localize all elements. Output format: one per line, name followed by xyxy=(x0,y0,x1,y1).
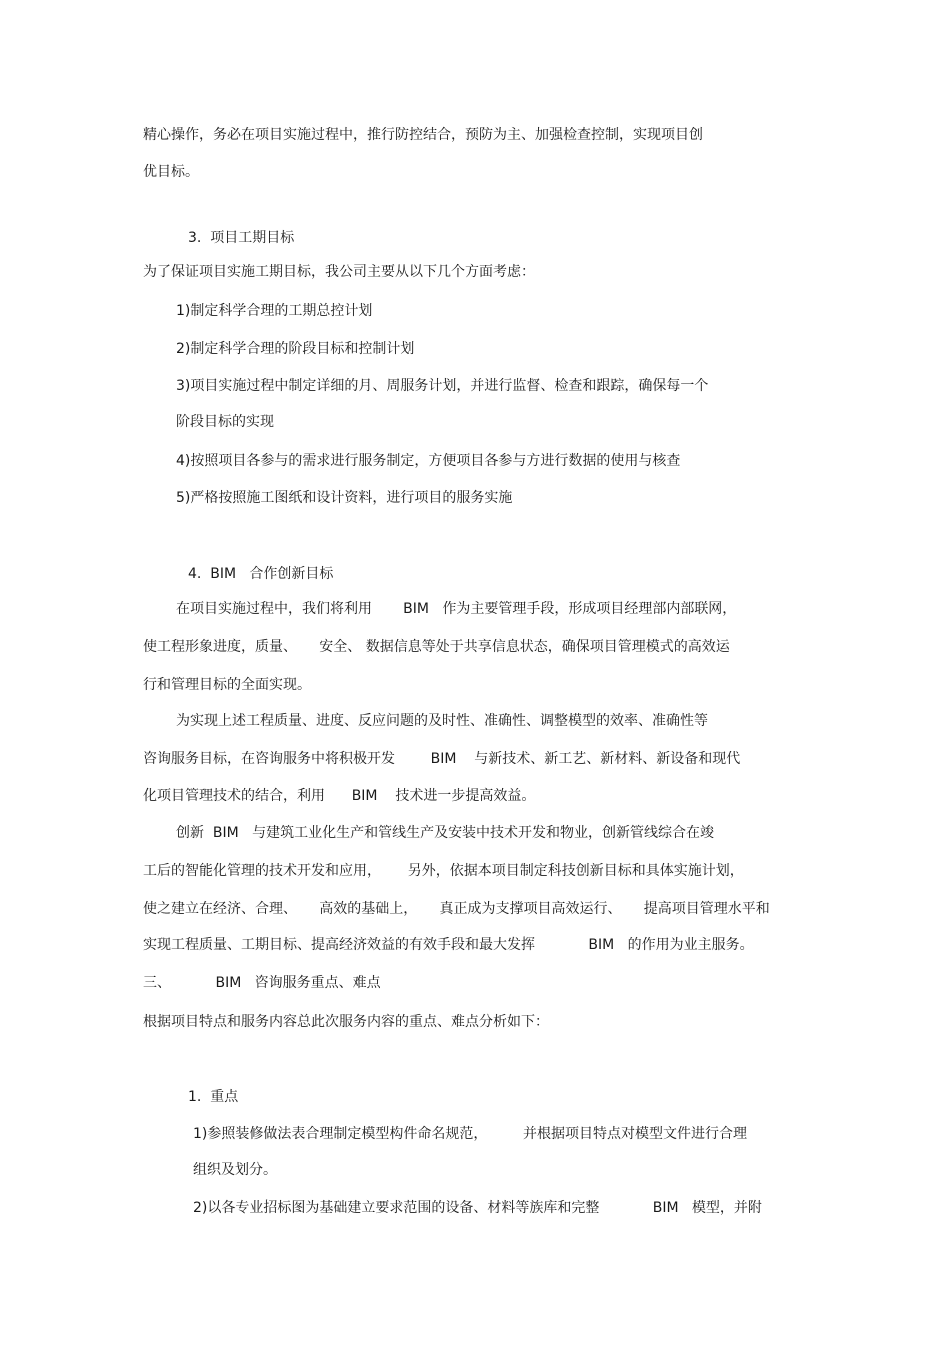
section-heading: 3. 项目工期目标 xyxy=(188,230,295,246)
text-line: 行和管理目标的全面实现。 xyxy=(143,677,311,693)
text-line: 使工程形象进度，质量、 安全、 数据信息等处于共享信息状态，确保项目管理模式的高效运 xyxy=(143,639,730,655)
list-item: 2)以各专业招标图为基础建立要求范围的设备、材料等族库和完整 BIM 模型，并附 xyxy=(193,1200,762,1216)
chapter-heading: 三、 BIM 咨询服务重点、难点 xyxy=(143,975,381,991)
text-line: 精心操作，务必在项目实施过程中，推行防控结合，预防为主、加强检查控制，实现项目创 xyxy=(143,127,703,143)
text-line: 咨询服务目标，在咨询服务中将积极开发 BIM 与新技术、新工艺、新材料、新设备和现代 xyxy=(143,751,741,767)
text-line: 为了保证项目实施工期目标，我公司主要从以下几个方面考虑： xyxy=(143,264,535,280)
list-item-continuation: 阶段目标的实现 xyxy=(176,414,274,430)
text-line: 化项目管理技术的结合，利用 BIM 技术进一步提高效益。 xyxy=(143,788,536,804)
text-line: 根据项目特点和服务内容总此次服务内容的重点、难点分析如下： xyxy=(143,1014,549,1030)
text-line: 实现工程质量、工期目标、提高经济效益的有效手段和最大发挥 BIM 的作用为业主服务。 xyxy=(143,937,754,953)
list-item: 4)按照项目各参与的需求进行服务制定，方便项目各参与方进行数据的使用与核查 xyxy=(176,453,681,469)
text-line: 工后的智能化管理的技术开发和应用， 另外，依据本项目制定科技创新目标和具体实施计划， xyxy=(143,863,744,879)
list-item: 1)制定科学合理的工期总控计划 xyxy=(176,303,373,319)
text-line: 使之建立在经济、合理、 高效的基础上， 真正成为支撑项目高效运行、 提高项目管理水平和 xyxy=(143,901,770,917)
text-line: 创新 BIM 与建筑工业化生产和管线生产及安装中技术开发和物业，创新管线综合在竣 xyxy=(176,825,715,841)
list-item: 2)制定科学合理的阶段目标和控制计划 xyxy=(176,341,415,357)
section-heading: 4. BIM 合作创新目标 xyxy=(188,566,334,582)
list-item: 1)参照装修做法表合理制定模型构件命名规范， 并根据项目特点对模型文件进行合理 xyxy=(193,1126,747,1142)
text-line: 在项目实施过程中，我们将利用 BIM 作为主要管理手段，形成项目经理部内部联网， xyxy=(176,601,737,617)
list-item: 5)严格按照施工图纸和设计资料，进行项目的服务实施 xyxy=(176,490,513,506)
text-line: 为实现上述工程质量、进度、反应问题的及时性、准确性、调整模型的效率、准确性等 xyxy=(176,713,708,729)
list-item: 3)项目实施过程中制定详细的月、周服务计划，并进行监督、检查和跟踪，确保每一个 xyxy=(176,378,709,394)
section-heading: 1. 重点 xyxy=(188,1089,239,1105)
text-line: 优目标。 xyxy=(143,164,199,180)
list-item-continuation: 组织及划分。 xyxy=(193,1162,277,1178)
